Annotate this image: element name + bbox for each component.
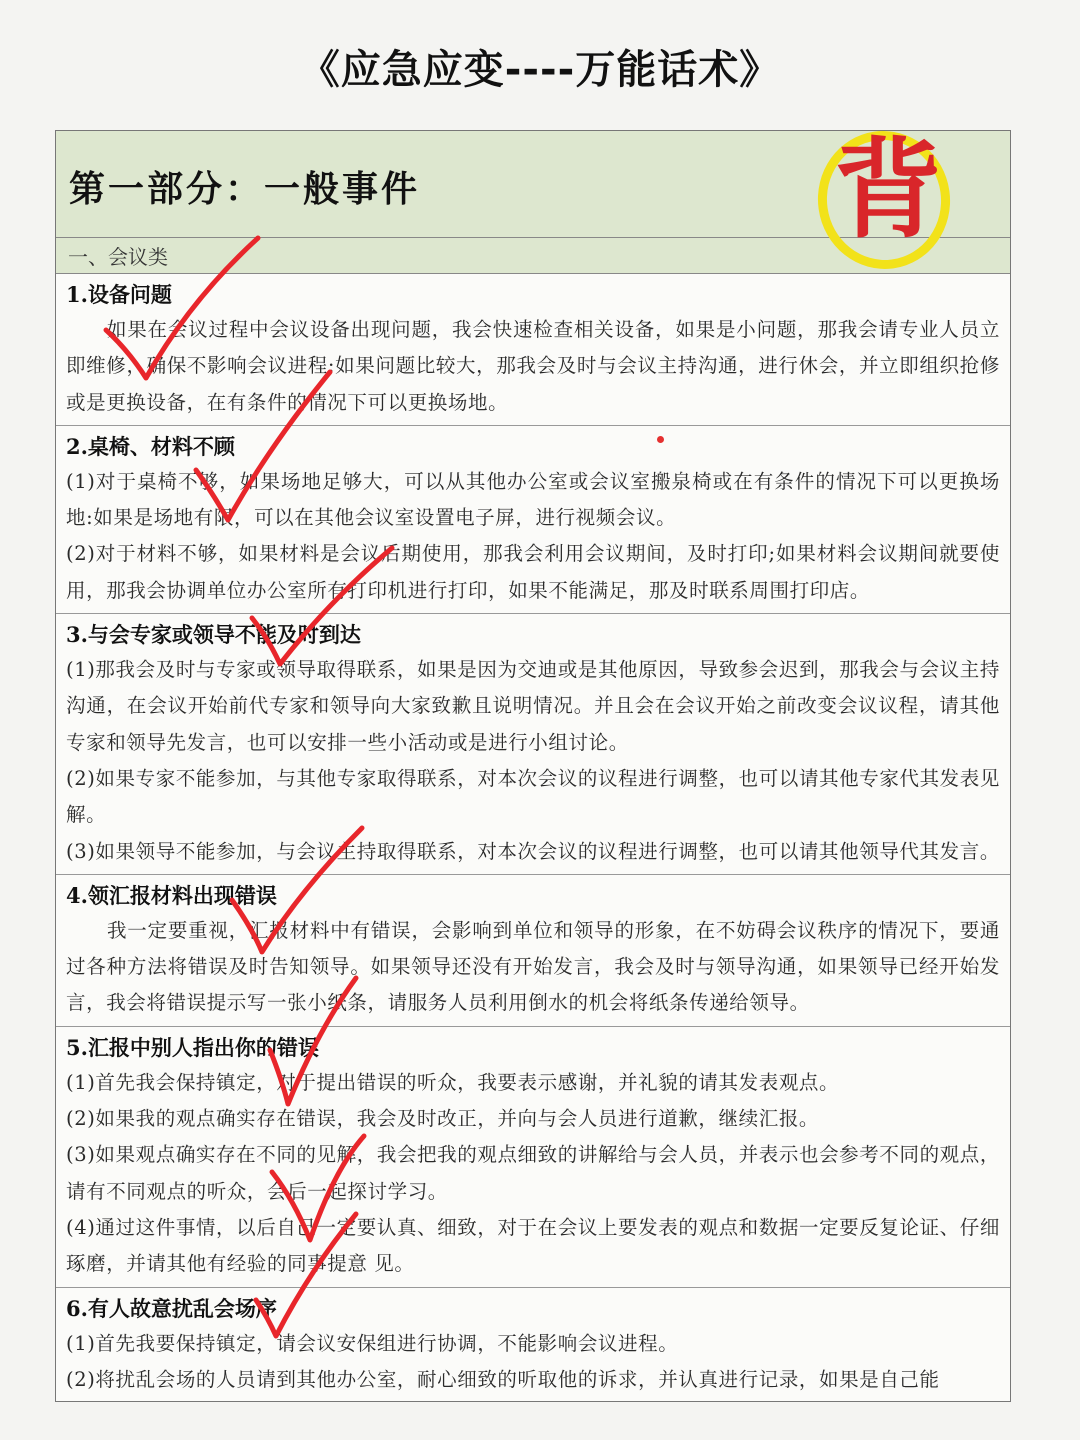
section-paragraph: (4)通过这件事情，以后自己一定要认真、细致，对于在会议上要发表的观点和数据一定要反复论证、仔细琢磨，并请其他有经验的同事提意 见。 (66, 1215, 1000, 1276)
section-title: 6.有人故意扰乱会场序 (66, 1295, 277, 1321)
section-paragraph: (2)对于材料不够，如果材料是会议后期使用，那我会利用会议期间，及时打印;如果材料会议期间就要使用，那我会协调单位办公室所有打印机进行打印，如果不能满足，那及时联系周围打印店。 (66, 542, 1000, 602)
section-title: 5.汇报中别人指出你的错误 (66, 1034, 319, 1060)
section-paragraph: 我一定要重视，汇报材料中有错误，会影响到单位和领导的形象，在不妨碍会议秩序的情况下，要通过各种方法将错误及时告知领导。如果领导还没有开始发言，我会及时与领导沟通，如果领导已经开始发言，我会将错误提示写一张小纸条，请服务人员利用倒水的机会将纸条传递给领导。 (66, 918, 1000, 1015)
section-2 (56, 426, 1010, 614)
section-paragraph: (2)如果专家不能参加，与其他专家取得联系，对本次会议的议程进行调整，也可以请其他专家代其发表见解。 (66, 766, 1000, 827)
section-title: 1.设备问题 (66, 282, 172, 307)
section-paragraph: (3)如果观点确实存在不同的见解，我会把我的观点细致的讲解给与会人员，并表示也会参考不同的观点，请有不同观点的听众，会后一起探讨学习。 (66, 1143, 1000, 1203)
red-dot-mark (657, 436, 664, 443)
section-paragraph: (1)对于桌椅不够，如果场地足够大，可以从其他办公室或会议室搬泉椅或在有条件的情况下可以更换场地:如果是场地有限，可以在其他会议室设置电子屏，进行视频会议。 (66, 469, 1000, 530)
memorize-stamp (814, 130, 962, 261)
section-paragraph: (2)将扰乱会场的人员请到其他办公室，耐心细致的听取他的诉求，并认真进行记录，如果是自己能 (66, 1367, 940, 1391)
part-header (56, 130, 1010, 253)
document-table (55, 130, 1011, 1402)
category-label: 一、会议类 (56, 238, 1010, 274)
sections-list (56, 274, 1010, 1402)
section-paragraph: (1)首先我要保持镇定，请会议安保组进行协调，不能影响会议进程。 (66, 1331, 679, 1355)
section-title: 2.桌椅、材料不顾 (66, 433, 235, 459)
section-paragraph: (1)那我会及时与专家或领导取得联系，如果是因为交迪或是其他原因，导致参会迟到，那我会与会议主持沟通，在会议开始前代专家和领导向大家致歉且说明情况。并且会在会议开始之前改变会议议程，请其他专家和领导先发言，也可以安排一些小活动或是进行小组讨论。 (66, 658, 1000, 754)
section-title: 4.领汇报材料出现错误 (66, 882, 277, 908)
section-6 (56, 1288, 1010, 1402)
section-paragraph: (2)如果我的观点确实存在错误，我会及时改正，并向与会人员进行道歉，继续汇报。 (66, 1107, 820, 1131)
part-title: 第一部分：一般事件 (69, 168, 421, 210)
section-5 (56, 1027, 1010, 1288)
section-1 (56, 274, 1010, 426)
document-title: 《应急应变----万能话术》 (299, 47, 781, 93)
stamp-character: 背 (833, 130, 942, 253)
section-4 (56, 875, 1010, 1027)
section-title: 3.与会专家或领导不能及时到达 (66, 622, 361, 648)
section-paragraph: (3)如果领导不能参加，与会议主持取得联系，对本次会议的议程进行调整，也可以请其他领导代其发言。 (66, 839, 1000, 863)
section-3 (56, 614, 1010, 875)
section-paragraph: (1)首先我会保持镇定，对于提出错误的听众，我要表示感谢，并礼貌的请其发表观点。 (66, 1070, 840, 1094)
section-paragraph: 如果在会议过程中会议设备出现问题，我会快速检查相关设备，如果是小问题，那我会请专业人员立即维修，确保不影响会议进程:如果问题比较大，那我会及时与会议主持沟通，进行休会，并立即组织抢修或是更换设备，在有条件的情况下可以更换场地。 (66, 318, 1000, 414)
